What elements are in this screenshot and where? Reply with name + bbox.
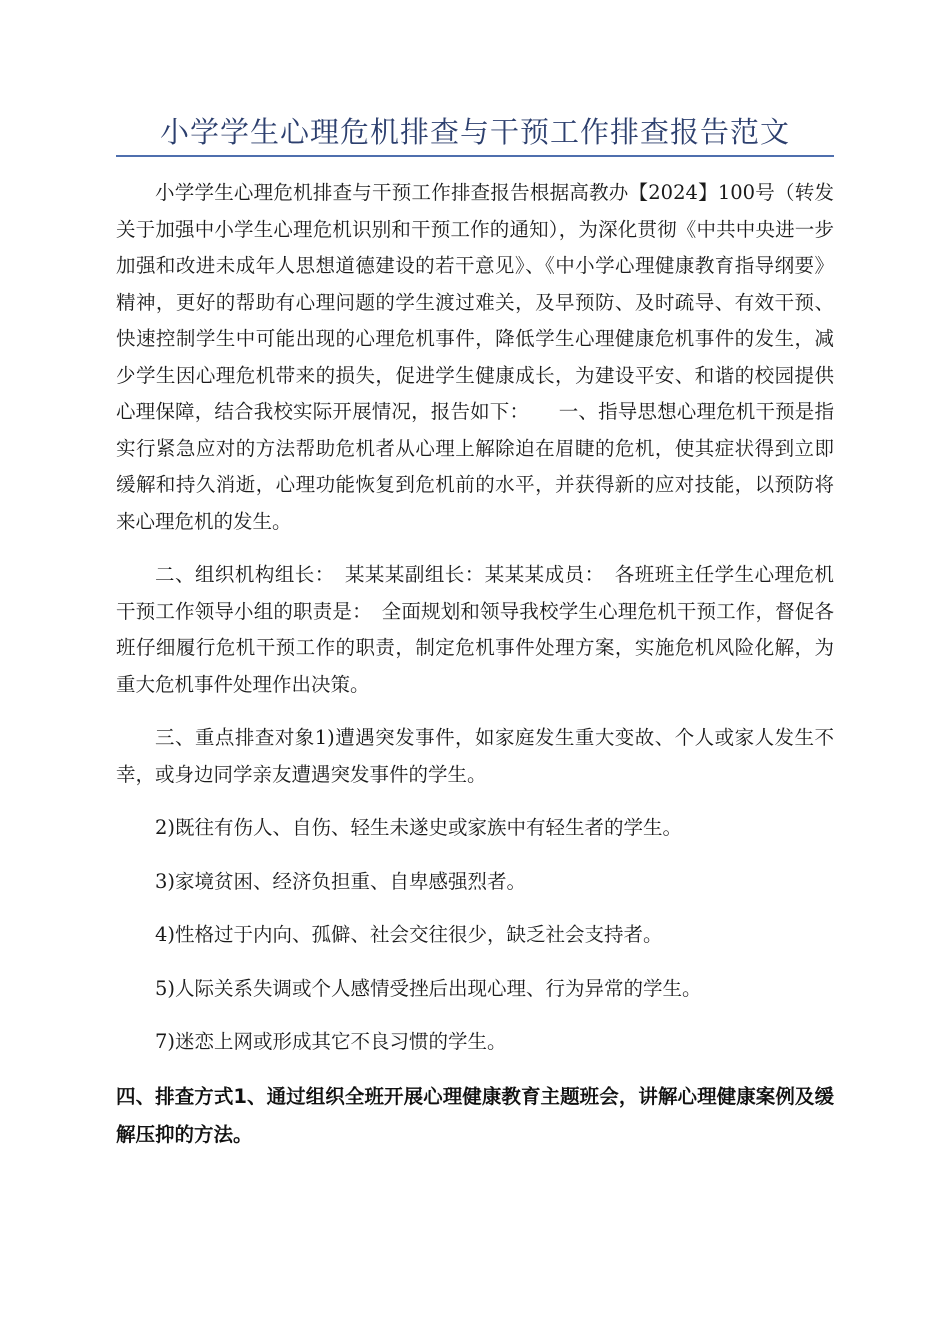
title-underline (116, 155, 834, 157)
paragraph-item-7: 7)迷恋上网或形成其它不良习惯的学生。 (155, 1030, 507, 1053)
paragraph-targets: 三、重点排查对象1)遭遇突发事件，如家庭发生重大变故、个人或家人发生不幸，或身边同学亲友遭遇突发事件的学生。 (116, 726, 834, 786)
document-title: 小学学生心理危机排查与干预工作排查报告范文 (159, 115, 790, 149)
paragraph-intro: 小学学生心理危机排查与干预工作排查报告根据高教办【2024】100号（转发关于加强中小学生心理危机识别和干预工作的通知），为深化贯彻《中共中央进一步加强和改进未成年人思想道德建设的若干意见》、《中小学心理健康教育指导纲要》精神，更好的帮助有心理问题的学生渡过难关，及早预防、及时疏导、有效干预、快速控制学生中可能出现的心理危机事件，降低学生心理健康危机事件的发生，减少学生因心理危机带来的损失，促进学生健康成长，为建设平安、和谐的校园提供心理保障，结合我校实际开展情况，报告如下： 一、指导思想心理危机干预是指实行紧急应对的方法帮助危机者从心理上解除迫在眉睫的危机，使其症状得到立即缓解和持久消逝，心理功能恢复到危机前的水平，并获得新的应对技能，以预防将来心理危机的发生。 (116, 181, 834, 533)
paragraph-organization: 二、组织机构组长： 某某某副组长：某某某成员： 各班班主任学生心理危机干预工作领导小组的职责是： 全面规划和领导我校学生心理危机干预工作，督促各班仔细履行危机干预工作的职责，制定危机事件处理方案，实施危机风险化解，为重大危机事件处理作出决策。 (116, 563, 834, 696)
paragraph-item-4: 4)性格过于内向、孤僻、社会交往很少，缺乏社会支持者。 (155, 923, 663, 946)
paragraph-item-3: 3)家境贫困、经济负担重、自卑感强烈者。 (155, 869, 527, 893)
section-heading-method: 四、排查方式1、通过组织全班开展心理健康教育主题班会，讲解心理健康案例及缓解压抑的方法。 (116, 1084, 834, 1146)
paragraph-item-2: 2)既往有伤人、自伤、轻生未遂史或家族中有轻生者的学生。 (155, 816, 683, 839)
document-body (116, 175, 834, 1154)
paragraph-item-5: 5)人际关系失调或个人感情受挫后出现心理、行为异常的学生。 (155, 976, 702, 1000)
